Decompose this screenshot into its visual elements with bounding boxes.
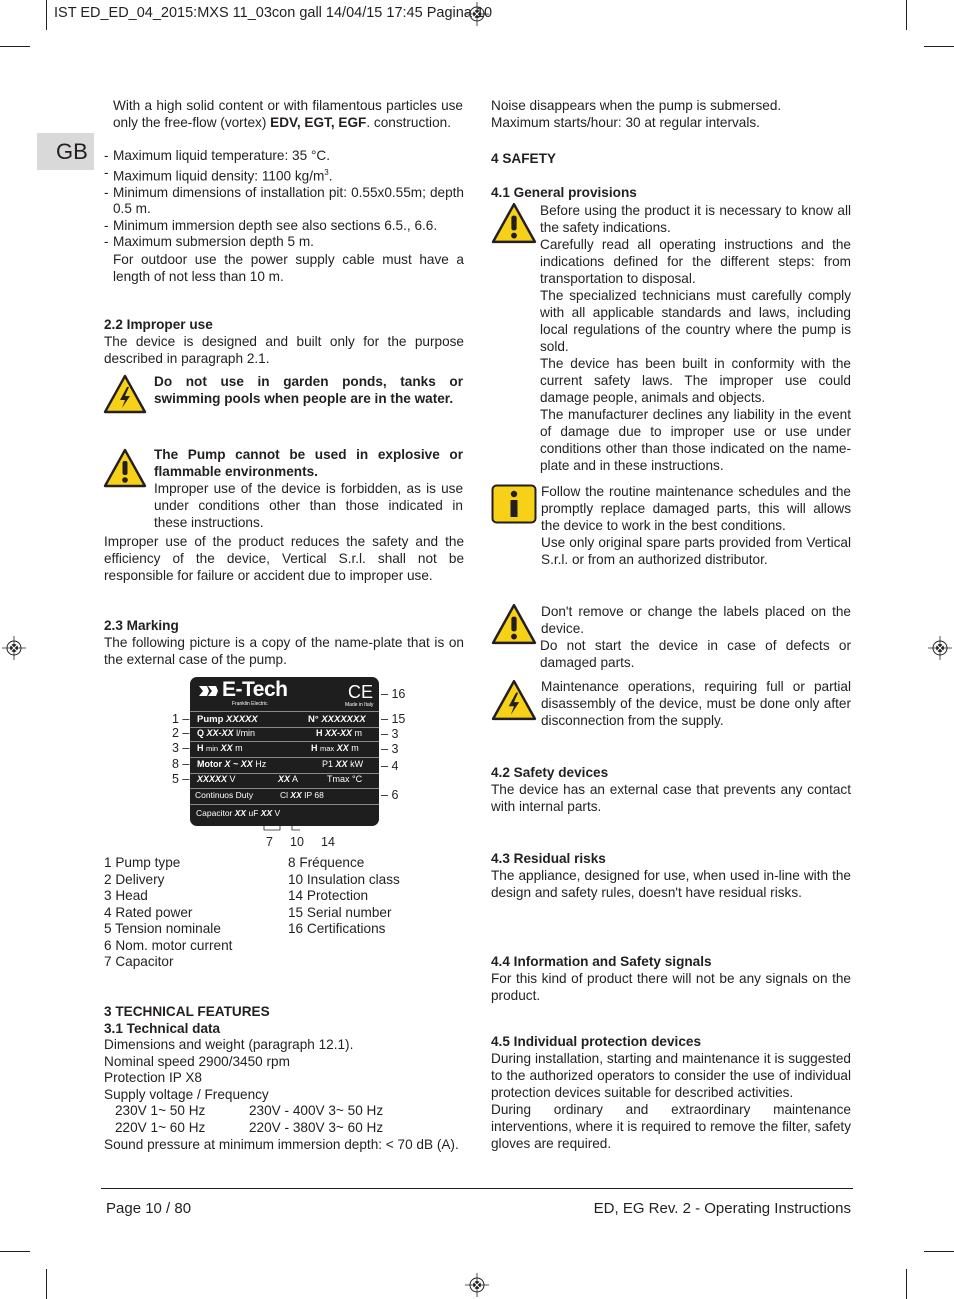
crop-mark — [906, 0, 907, 30]
provision-text: Before using the product it is necessary to know all the safety indications. — [540, 203, 851, 235]
tech-data — [104, 1037, 464, 1153]
callout-5: 5 – — [172, 772, 190, 786]
section-2-2-title: 2.2 Improper use — [104, 317, 213, 332]
legend-item: 5 Tension nominale — [104, 921, 221, 936]
page-number: Page 10 / 80 — [106, 1200, 192, 1217]
intro-text: With a high solid content or with filamentous particles use only the free-flow (vortex) — [113, 98, 463, 130]
legend-item: 3 Head — [104, 888, 148, 903]
nameplate-sub: Franklin Electric — [232, 701, 268, 707]
print-slug: IST ED_ED_04_2015:MXS 11_03con gall 14/04/15 17:45 Pagina 10 — [54, 5, 493, 21]
section-2-2-text: The device is designed and built only for the purpose described in paragraph 2.1. — [104, 334, 464, 366]
section-4-5-body — [491, 1050, 851, 1152]
provision-text: The manufacturer declines any liability in the event of damage due to improper use or use under conditions other than those indicated on the name-plate and in these instructions. — [540, 407, 851, 473]
language-tab — [37, 133, 94, 170]
callout-1: 1 – — [172, 712, 190, 726]
legend-column-1 — [104, 855, 232, 971]
legend-item: 1 Pump type — [104, 855, 181, 870]
crop-mark — [0, 1251, 30, 1252]
callout-3-right: – 3 — [381, 727, 399, 741]
document-title: ED, EG Rev. 2 - Operating Instructions — [593, 1200, 851, 1217]
crop-mark — [906, 1269, 907, 1299]
callout-7: 7 — [266, 835, 273, 849]
limits-list — [104, 148, 464, 285]
callout-15: – 15 — [381, 712, 406, 726]
crop-mark — [46, 1269, 47, 1299]
section-4-2-text: The device has an external case that prevents any contact with internal parts. — [491, 782, 851, 814]
crop-mark — [924, 1251, 954, 1252]
section-2-3-title: 2.3 Marking — [104, 618, 179, 633]
footer-rule — [101, 1188, 853, 1189]
starts-note: Maximum starts/hour: 30 at regular intervals. — [491, 115, 760, 130]
legend-item: 16 Certifications — [288, 921, 386, 936]
warning-forbidden-use: Improper use of the device is forbidden, as is use under conditions other than those indicated in these instructions. — [154, 481, 463, 530]
outdoor-note: For outdoor use the power supply cable must have a length of not less than 10 m. — [113, 251, 464, 284]
info-icon — [491, 484, 537, 524]
ce-mark: CE — [348, 682, 374, 702]
callout-4: – 4 — [381, 759, 399, 773]
provision-text: Carefully read all operating instructions and the indications defined for the different steps: from transportation to disposal. — [540, 237, 851, 286]
section-4-3-text: The appliance, designed for use, when used in-line with the design and safety rules, doesn't have residual risks. — [491, 868, 851, 900]
legend-item: 4 Rated power — [104, 904, 193, 920]
nameplate-brand: E-Tech — [222, 678, 288, 701]
crop-mark — [46, 0, 47, 30]
lightning-warning-icon — [491, 679, 537, 721]
legend-item: 6 Nom. motor current — [104, 937, 233, 953]
provision-text: The device has been built in conformity with the current safety laws. The improper use could damage people, animals and objects. — [540, 356, 851, 405]
info-text: Use only original spare parts provided from Vertical S.r.l. or from an authorized distributor. — [541, 535, 851, 567]
legend-item: 15 Serial number — [288, 904, 392, 920]
callout-14: 14 — [321, 835, 335, 849]
protection-text: During ordinary and extraordinary maintenance interventions, where it is required to remove the filter, safety gloves are required. — [491, 1102, 851, 1151]
legend-item: 2 Delivery — [104, 871, 165, 887]
section-2-3-text: The following picture is a copy of the name-plate that is on the external case of the pump. — [104, 635, 464, 667]
registration-mark-icon — [465, 1273, 489, 1297]
warning-text: Don't remove or change the labels placed on the device. — [541, 604, 851, 636]
list-item: - Maximum submersion depth 5 m. — [104, 234, 314, 250]
section-3-title: 3 TECHNICAL FEATURES — [104, 1004, 270, 1019]
warning-garden-ponds: Do not use in garden ponds, tanks or swimming pools when people are in the water. — [154, 374, 463, 406]
callout-16: – 16 — [381, 687, 406, 701]
improper-use-text: Improper use of the product reduces the safety and the efficiency of the device, Vertical S.r.l. shall not be responsible for failure or accident due to improper use. — [104, 534, 464, 583]
list-item: - Minimum immersion depth see also sections 6.5., 6.6. — [104, 217, 438, 233]
defects-warning: Do not start the device in case of defects or damaged parts. — [540, 638, 851, 670]
protection-text: During installation, starting and maintenance it is suggested to the authorized operators to consider the use of individual protection devices suitable for described activities. — [491, 1051, 851, 1100]
list-item: - Maximum liquid temperature: 35 °C. — [104, 148, 330, 163]
maintenance-info — [541, 483, 851, 568]
exclamation-warning-icon — [491, 603, 537, 645]
sound-pressure: Sound pressure at minimum immersion depth: < 70 dB (A). — [104, 1137, 459, 1152]
tech-line: Dimensions and weight (paragraph 12.1). — [104, 1037, 354, 1052]
crop-mark — [0, 46, 30, 47]
section-4-4-title: 4.4 Information and Safety signals — [491, 954, 712, 969]
tech-line: Protection IP X8 — [104, 1070, 202, 1085]
callout-leader — [260, 826, 320, 834]
warning-explosive: The Pump cannot be used in explosive or flammable environments. — [154, 447, 463, 479]
callout-2: 2 – — [172, 726, 190, 740]
intro-text-end: . construction. — [366, 115, 451, 130]
list-item: - Maximum liquid density: 1100 $kg/m^3$. — [104, 164, 333, 184]
legend-item: 7 Capacitor — [104, 954, 174, 969]
voltage-row: 220V 1~ 60 Hz 220V - 380V 3~ 60 Hz — [115, 1119, 384, 1135]
section-4-3-title: 4.3 Residual risks — [491, 851, 606, 866]
section-3-1-title: 3.1 Technical data — [104, 1021, 221, 1036]
info-text: Follow the routine maintenance schedules and the promptly replace damaged parts, this will allows the device to work in the best conditions. — [541, 484, 851, 533]
callout-8: 8 – — [172, 757, 190, 771]
section-4-5-title: 4.5 Individual protection devices — [491, 1034, 702, 1049]
etech-logo-icon — [198, 683, 220, 699]
registration-mark-icon — [2, 636, 26, 660]
nameplate-made: Made in Italy — [345, 702, 374, 708]
exclamation-warning-icon — [491, 202, 537, 244]
section-4-1-title: 4.1 General provisions — [491, 185, 637, 200]
callout-10: 10 — [290, 835, 304, 849]
registration-mark-icon — [928, 636, 952, 660]
tech-line: Nominal speed 2900/3450 rpm — [104, 1053, 290, 1069]
section-4-4-text: For this kind of product there will not be any signals on the product. — [491, 971, 851, 1003]
exclamation-warning-icon — [103, 448, 147, 488]
disconnection-warning: Maintenance operations, requiring full or partial disassembly of the device, must be done only after disconnection from the supply. — [541, 679, 851, 728]
callout-3-right-b: – 3 — [381, 742, 399, 756]
tech-line: Supply voltage / Frequency — [104, 1086, 269, 1102]
list-item: - Minimum dimensions of installation pit: 0.55x0.55m; depth 0.5 m. — [104, 184, 464, 217]
nameplate: E-Tech Franklin Electric Made in Italy CE Pump XXXXX N° XXXXXXX Q XX-XX l/min H XX-XX m H min XX m H max XX m Motor X ~ XX Hz P1 XX kW XXXXX V XX A Tmax °C Continuos Duty Cl XX IP 68 Capacitor XX uF XX V — [190, 677, 379, 826]
intro-bold-models: EDV, EGT, EGF — [270, 115, 367, 130]
voltage-row: 230V 1~ 50 Hz 230V - 400V 3~ 50 Hz — [115, 1103, 384, 1118]
section-4-title: 4 SAFETY — [491, 151, 556, 166]
lightning-warning-icon — [103, 374, 147, 414]
intro-paragraph — [113, 97, 463, 131]
noise-note: Noise disappears when the pump is submersed. — [491, 98, 782, 113]
crop-mark — [924, 46, 954, 47]
general-provisions — [540, 202, 851, 474]
legend-column-2 — [288, 855, 400, 938]
legend-item: 14 Protection — [288, 888, 369, 903]
labels-warning — [541, 603, 851, 637]
section-4-2-title: 4.2 Safety devices — [491, 765, 609, 780]
legend-item: 8 Fréquence — [288, 855, 365, 870]
language-tab-label: GB — [56, 139, 88, 164]
callout-6: – 6 — [381, 788, 399, 802]
legend-item: 10 Insulation class — [288, 871, 400, 887]
provision-text: The specialized technicians must carefully comply with all applicable standards and laws, including local regulations of the country where the pump is sold. — [540, 288, 851, 354]
callout-3: 3 – — [172, 741, 190, 755]
